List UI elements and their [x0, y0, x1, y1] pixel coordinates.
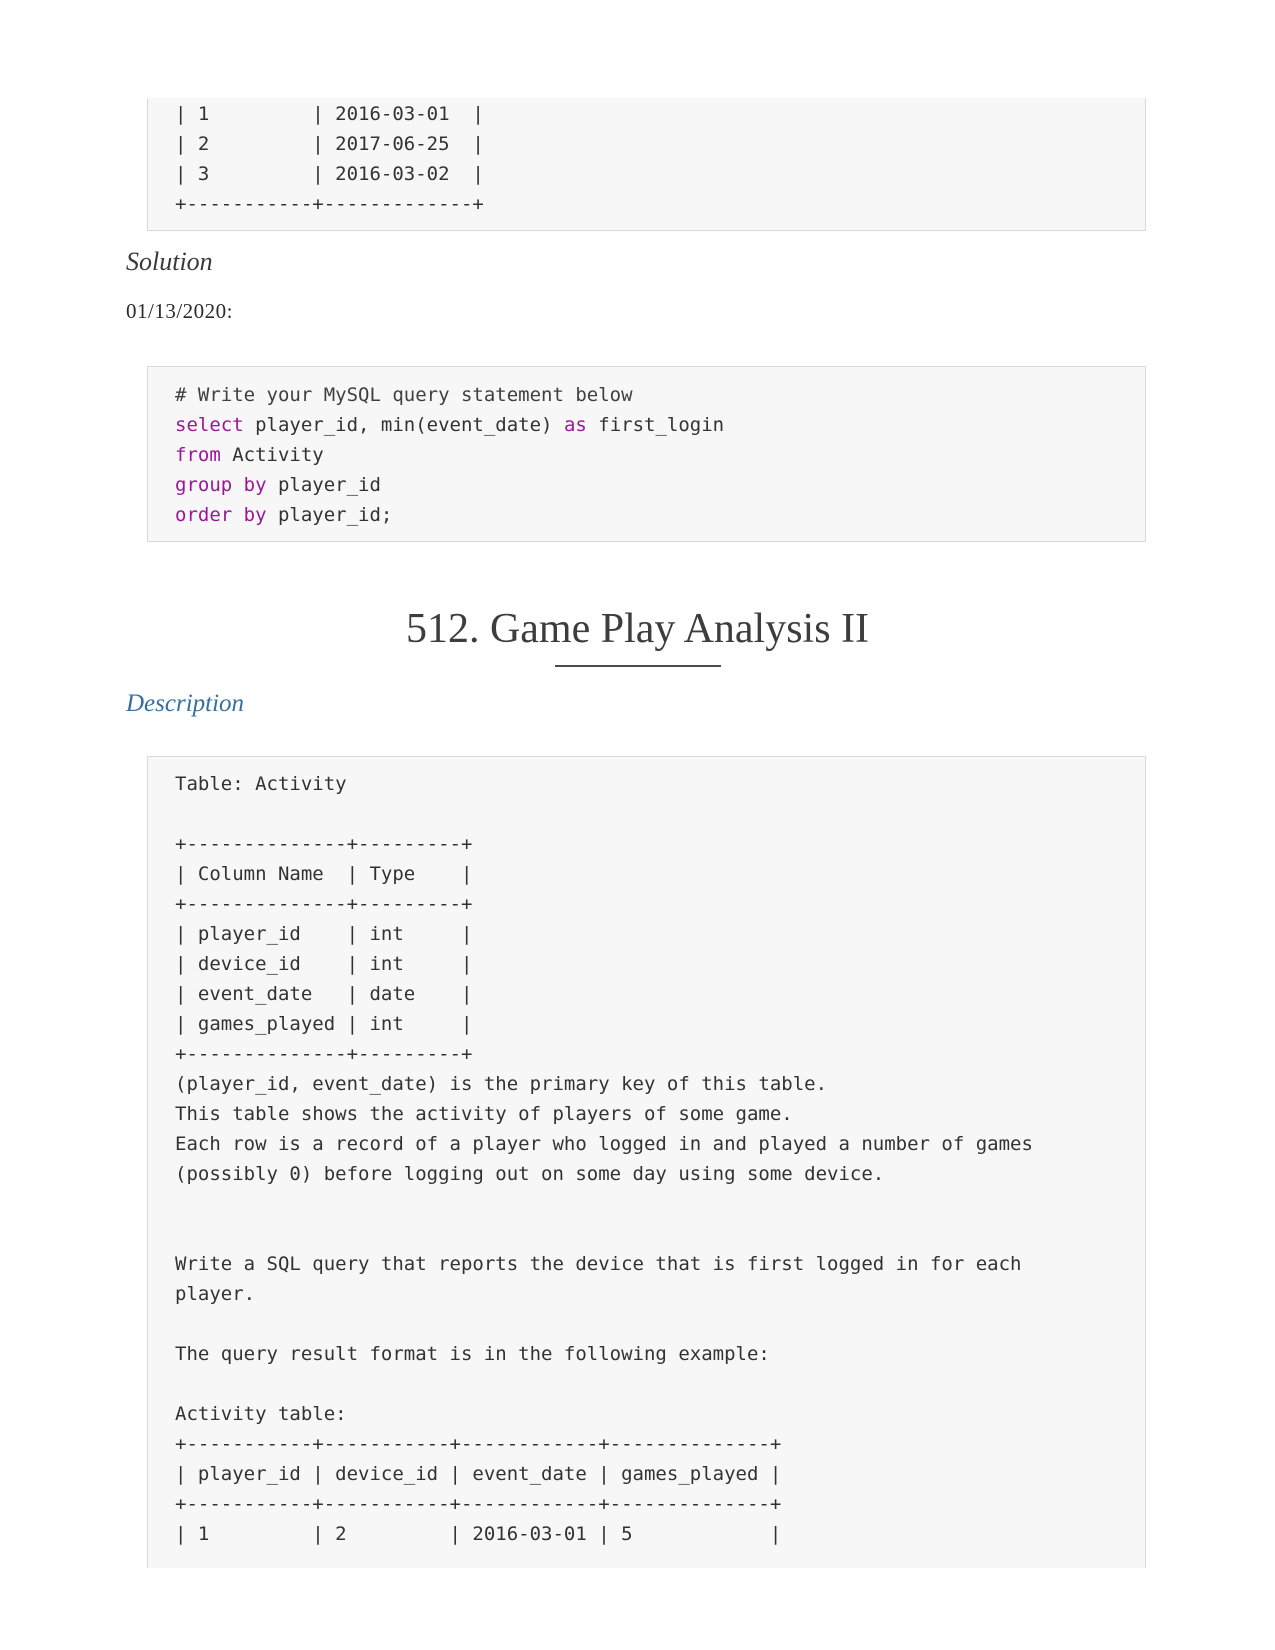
- code-line: player.: [175, 1283, 256, 1305]
- solution-heading: Solution: [126, 247, 213, 276]
- problem-title: 512. Game Play Analysis II: [405, 606, 870, 652]
- code-line: | 1 | 2 | 2016-03-01 | 5 |: [175, 1523, 782, 1545]
- code-line: [175, 1309, 1145, 1339]
- code-line: +-----------+-------------+: [175, 193, 484, 215]
- code-block-problem-description: [147, 756, 1146, 1568]
- code-line: The query result format is in the following example:: [175, 1343, 770, 1365]
- code-line: This table shows the activity of players of some game.: [175, 1103, 793, 1125]
- code-line: [175, 1189, 1145, 1219]
- code-line: # Write your MySQL query statement below: [175, 384, 633, 406]
- code-line: +--------------+---------+: [175, 893, 473, 915]
- code-line: [175, 799, 1145, 829]
- code-line: Write a SQL query that reports the device that is first logged in for each: [175, 1253, 1022, 1275]
- title-underline: [555, 665, 721, 667]
- code-line: +-----------+-----------+------------+--------------+: [175, 1493, 782, 1515]
- code-line: (possibly 0) before logging out on some day using some device.: [175, 1163, 885, 1185]
- code-line: | 1 | 2016-03-01 |: [175, 103, 484, 125]
- code-line: select player_id, min(event_date) as first_login: [175, 414, 725, 436]
- code-line: | player_id | int |: [175, 923, 473, 945]
- solution-date: 01/13/2020:: [126, 299, 234, 323]
- code-block-sql-solution: [147, 366, 1146, 542]
- code-line: | event_date | date |: [175, 983, 473, 1005]
- code-line: | player_id | device_id | event_date | games_played |: [175, 1463, 782, 1485]
- code-line: from Activity: [175, 444, 324, 466]
- code-line: | Column Name | Type |: [175, 863, 473, 885]
- code-line: | device_id | int |: [175, 953, 473, 975]
- code-line: order by player_id;: [175, 504, 393, 526]
- code-line: | 3 | 2016-03-02 |: [175, 163, 484, 185]
- description-link[interactable]: Description: [126, 690, 245, 717]
- code-line: Each row is a record of a player who logged in and played a number of games: [175, 1133, 1033, 1155]
- code-line: +--------------+---------+: [175, 1043, 473, 1065]
- code-block-result-table: [147, 98, 1146, 231]
- code-line: Activity table:: [175, 1403, 347, 1425]
- code-line: group by player_id: [175, 474, 381, 496]
- code-line: +--------------+---------+: [175, 833, 473, 855]
- code-line: | games_played | int |: [175, 1013, 473, 1035]
- code-line: +-----------+-----------+------------+--------------+: [175, 1433, 782, 1455]
- code-line: (player_id, event_date) is the primary key of this table.: [175, 1073, 828, 1095]
- code-line: | 2 | 2017-06-25 |: [175, 133, 484, 155]
- code-line: [175, 1219, 1145, 1249]
- code-line: Table: Activity: [175, 773, 347, 795]
- code-line: [175, 1369, 1145, 1399]
